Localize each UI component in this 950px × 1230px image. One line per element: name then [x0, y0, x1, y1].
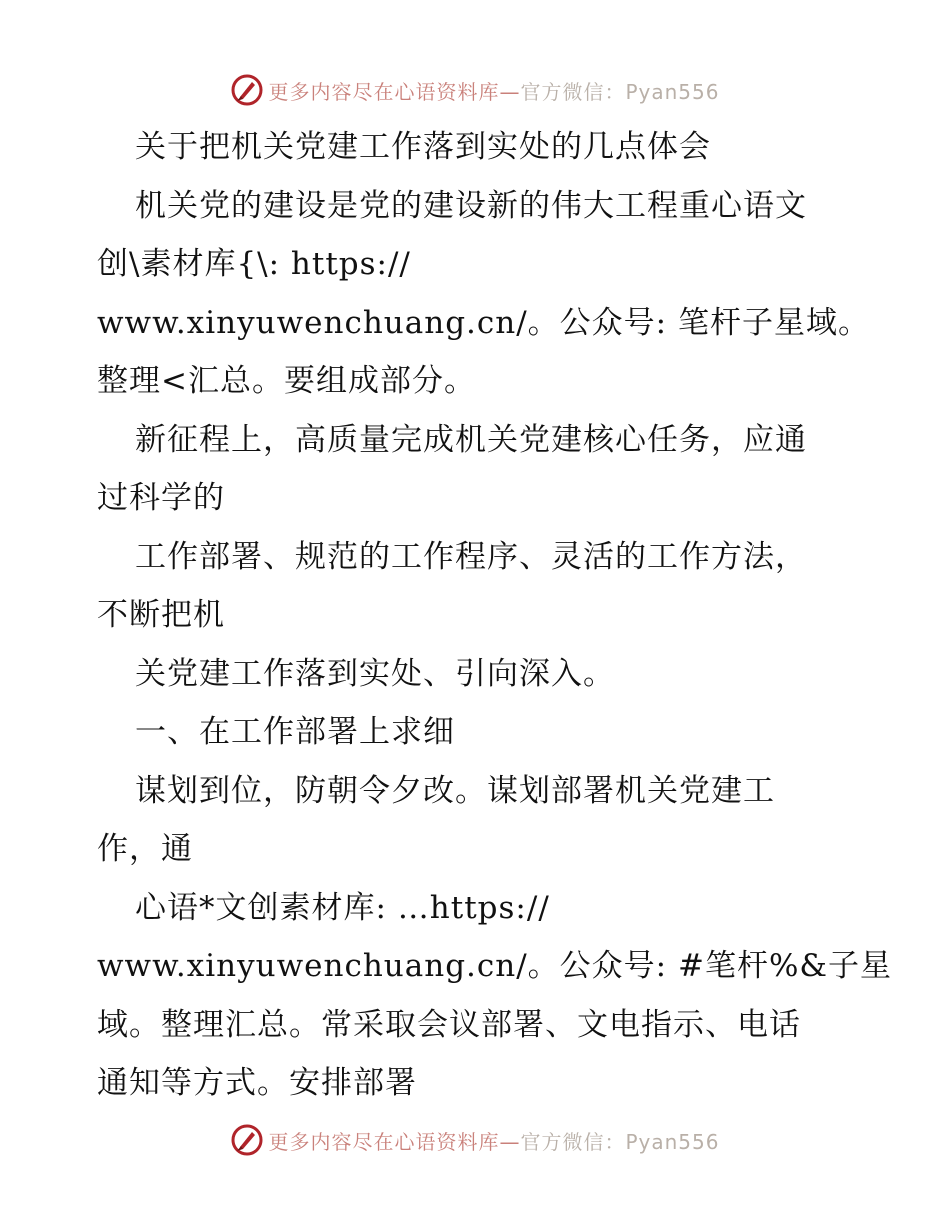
header-banner	[0, 70, 950, 110]
paragraph-line: 关党建工作落到实处、引向深入。	[135, 655, 615, 692]
paragraph-line: 整理<汇总。要组成部分。	[97, 363, 476, 399]
paragraph-line: 机关党的建设是党的建设新的伟大工程重心语文	[135, 187, 807, 224]
paragraph-line: 谋划到位，防朝令夕改。谋划部署机关党建工	[135, 772, 775, 809]
doc-title: 关于把机关党建工作落到实处的几点体会	[135, 129, 711, 165]
paragraph-line: 过科学的	[97, 480, 225, 516]
paragraph-line: www.xinyuwenchuang.cn/。公众号: 笔杆子星域。	[97, 304, 870, 341]
paragraph-line: 作，通	[97, 831, 193, 867]
paragraph-line: 不断把机	[97, 597, 225, 633]
paragraph-line: 新征程上，高质量完成机关党建核心任务，应通	[135, 421, 807, 458]
paragraph-line: www.xinyuwenchuang.cn/。公众号: #笔杆%&子星	[97, 948, 892, 984]
footer-banner-text: 更多内容尽在心语资料库—官方微信：Pyan556	[268, 1129, 720, 1154]
paragraph-line: 域。整理汇总。常采取会议部署、文电指示、电话	[97, 1006, 801, 1043]
document-body	[97, 118, 892, 1113]
pen-logo-icon	[230, 73, 264, 107]
footer-banner	[0, 1120, 950, 1160]
header-banner-text: 更多内容尽在心语资料库—官方微信：Pyan556	[268, 79, 720, 104]
paragraph-line: 心语*文创素材库: …https://	[135, 889, 550, 926]
paragraph-line: 通知等方式。安排部署	[97, 1065, 417, 1101]
pen-logo-icon	[230, 1123, 264, 1157]
paragraph-line: 创\素材库{\: https://	[97, 246, 411, 282]
section-heading: 一、在工作部署上求细	[135, 714, 455, 750]
paragraph-line: 工作部署、规范的工作程序、灵活的工作方法，	[135, 538, 807, 575]
